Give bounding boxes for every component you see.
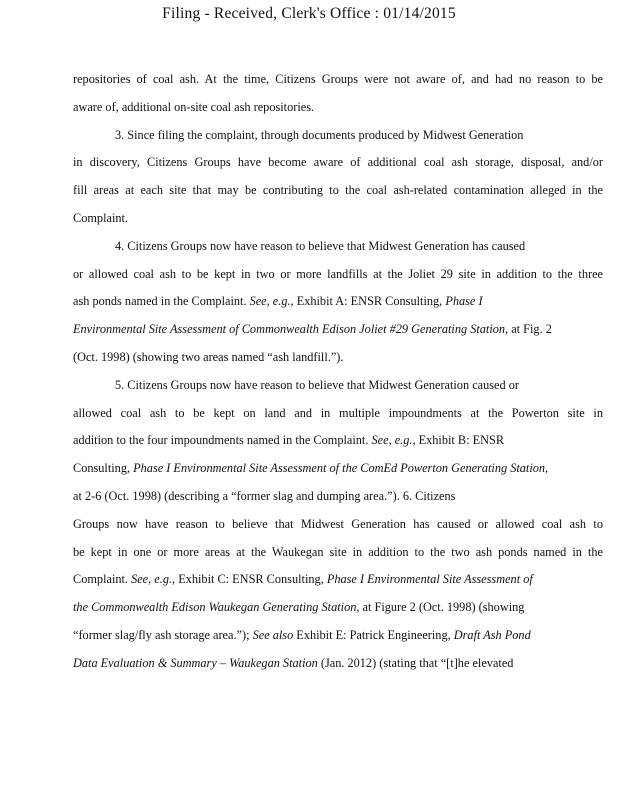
text-line: or allowed coal ash to be kept in two or more landfills at the Joliet 29 site in addition to the three xyxy=(73,266,603,281)
text-line: Data Evaluation & Summary – Waukegan Station (Jan. 2012) (stating that “[t]he elevated xyxy=(73,655,514,670)
text-line: the Commonwealth Edison Waukegan Generating Station, at Figure 2 (Oct. 1998) (showing xyxy=(73,600,525,615)
text-line: Groups now have reason to believe that Midwest Generation has caused or allowed coal ash to xyxy=(73,516,603,531)
filing-header: Filing - Received, Clerk's Office : 01/14/2015 xyxy=(162,5,456,22)
text-line: Complaint. xyxy=(73,210,128,225)
text-line: “former slag/fly ash storage area.”); See also Exhibit E: Patrick Engineering, Draft Ash Pond xyxy=(73,627,531,642)
text-line: (Oct. 1998) (showing two areas named “ash landfill.”). xyxy=(73,349,344,364)
text-line: be kept in one or more areas at the Waukegan site in addition to the two ash ponds named in the xyxy=(73,544,603,559)
text-line: fill areas at each site that may be contributing to the coal ash-related contamination alleged in the xyxy=(73,183,603,198)
text-line: Consulting, Phase I Environmental Site Assessment of the ComEd Powerton Generating Station, xyxy=(73,461,549,476)
text-line: in discovery, Citizens Groups have become aware of additional coal ash storage, disposal, and/or xyxy=(73,155,603,170)
paragraph-3-start: 3. Since filing the complaint, through documents produced by Midwest Generation xyxy=(115,127,524,142)
text-line: ash ponds named in the Complaint. See, e.g., Exhibit A: ENSR Consulting, Phase I xyxy=(73,294,483,309)
text-line: at 2-6 (Oct. 1998) (describing a “former slag and dumping area.”). 6. Citizens xyxy=(73,488,456,503)
text-line: allowed coal ash to be kept on land and in multiple impoundments at the Powerton site in xyxy=(73,405,603,420)
document-body xyxy=(73,66,603,678)
text-line: addition to the four impoundments named in the Complaint. See, e.g., Exhibit B: ENSR xyxy=(73,433,505,448)
text-line: aware of, additional on-site coal ash repositories. xyxy=(73,99,315,114)
text-line-italic: Environmental Site Assessment of Commonwealth Edison Joliet #29 Generating Station, at Fig. 2 xyxy=(73,322,552,337)
paragraph-5-start: 5. Citizens Groups now have reason to believe that Midwest Generation caused or xyxy=(115,377,519,392)
paragraph-4-start: 4. Citizens Groups now have reason to believe that Midwest Generation has caused xyxy=(115,238,526,253)
text-line: Complaint. See, e.g., Exhibit C: ENSR Consulting, Phase I Environmental Site Assessment of xyxy=(73,572,533,587)
text-line: repositories of coal ash. At the time, Citizens Groups were not aware of, and had no reason to be xyxy=(73,72,603,86)
